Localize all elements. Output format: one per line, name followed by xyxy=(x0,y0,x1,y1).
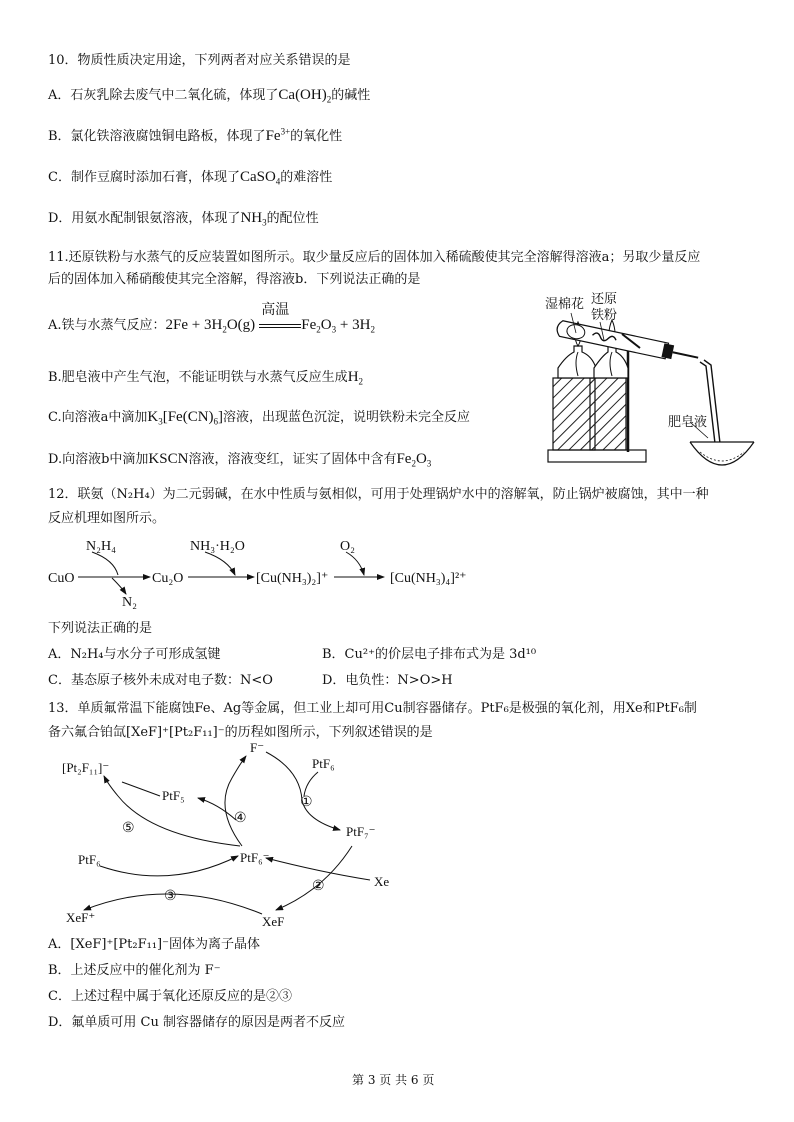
q12-option-a: A．N₂H₄与水分子可形成氢键 xyxy=(48,647,221,662)
q11-option-c: C.向溶液a中滴加$K_3[Fe(CN)_6]$溶液，出现蓝色沉淀，说明铁粉未完全反应 xyxy=(48,409,471,427)
cycle-ptf7: PtF₇⁻ xyxy=(346,824,376,839)
q13-option-b: B．上述反应中的催化剂为 F⁻ xyxy=(48,963,221,978)
cycle-f-minus: F⁻ xyxy=(250,740,265,755)
step-3: ③ xyxy=(164,889,177,904)
step-1: ① xyxy=(300,795,313,810)
q10-option-a: A．石灰乳除去废气中二氧化硫，体现了$Ca(OH)_2$的碱性 xyxy=(48,87,371,105)
q13-option-a: A．[XeF]⁺[Pt₂F₁₁]⁻固体为离子晶体 xyxy=(48,937,260,952)
cycle-xe: Xe xyxy=(374,874,390,889)
cycle-pt2f11: [Pt₂F₁₁]⁻ xyxy=(62,760,110,775)
label-soap: 肥皂液 xyxy=(668,414,708,429)
scheme-n2h4: N₂H₄ xyxy=(86,539,116,554)
cycle-ptf5: PtF₅ xyxy=(162,788,185,803)
q12-option-b: B．Cu²⁺的价层电子排布式为是 3d¹⁰ xyxy=(322,647,537,662)
scheme-cu2o: Cu₂O xyxy=(152,571,184,586)
q11-option-d: D.向溶液b中滴加KSCN溶液，溶液变红，证实了固体中含有$Fe_2O_3$ xyxy=(48,451,432,469)
page-footer: 第 3 页 共 6 页 xyxy=(352,1073,435,1087)
scheme-n2: N₂ xyxy=(122,595,137,610)
label-iron-1: 还原 xyxy=(591,291,618,306)
q10-option-d: D．用氨水配制银氨溶液，体现了$NH_3$的配位性 xyxy=(48,210,319,228)
q12-option-c: C．基态原子核外未成对电子数：N<O xyxy=(48,673,273,688)
q10-option-b: B．氯化铁溶液腐蚀铜电路板，体现了$Fe^{3+}$的氧化性 xyxy=(48,126,343,144)
scheme-cuo: CuO xyxy=(48,571,75,586)
reaction-condition: 高温 xyxy=(259,320,301,332)
q11-option-b: B.肥皂液中产生气泡，不能证明铁与水蒸气反应生成$H_2$ xyxy=(48,369,364,387)
scheme-cunh3-2: [Cu(NH₃)₂]⁺ xyxy=(256,571,329,586)
q11-option-a: A.铁与水蒸气反应：$2Fe + 3H_2O(g)$ 高温 $Fe_2O_3 + 3H_2$ xyxy=(48,302,375,335)
q13-stem-line1: 13．单质氟常温下能腐蚀Fe、Ag等金属，但工业上却可用Cu制容器储存。PtF₆是极强的氧化剂，用Xe和PtF₆制 xyxy=(48,701,697,716)
q11-stem-line1: 11.还原铁粉与水蒸气的反应装置如图所示。取少量反应后的固体加入稀硫酸使其完全溶解得溶液a；另取少量反应 xyxy=(48,250,701,265)
label-iron-2: 铁粉 xyxy=(591,307,618,322)
label-wet-cotton: 湿棉花 xyxy=(545,296,585,311)
q12-stem-line2: 反应机理如图所示。 xyxy=(48,511,166,526)
step-2: ② xyxy=(312,879,325,894)
cycle-ptf6-left: PtF₆ xyxy=(78,852,101,867)
q10-stem: 10．物质性质决定用途，下列两者对应关系错误的是 xyxy=(48,53,351,68)
scheme-cunh3-4: [Cu(NH₃)₄]²⁺ xyxy=(390,571,467,586)
step-4: ④ xyxy=(234,811,247,826)
scheme-nh3h2o: NH₃·H₂O xyxy=(190,539,245,554)
q12-ask: 下列说法正确的是 xyxy=(48,621,153,636)
cycle-xef-plus: XeF⁺ xyxy=(66,910,96,925)
step-5: ⑤ xyxy=(122,821,135,836)
cycle-xef: XeF xyxy=(262,914,285,929)
q13-stem-line2: 备六氟合铂氙[XeF]⁺[Pt₂F₁₁]⁻的历程如图所示，下列叙述错误的是 xyxy=(48,725,433,740)
cycle-ptf6-top: PtF₆ xyxy=(312,756,335,771)
scheme-o2: O₂ xyxy=(340,539,355,554)
q11-stem-line2: 后的固体加入稀硝酸使其完全溶解，得溶液b．下列说法正确的是 xyxy=(48,272,421,287)
q13-option-c: C．上述过程中属于氧化还原反应的是②③ xyxy=(48,989,292,1004)
cycle-ptf6-minus: PtF₆⁻ xyxy=(240,850,270,865)
q12-stem-line1: 12．联氨（N₂H₄）为二元弱碱，在水中性质与氨相似，可用于处理锅炉水中的溶解氧，防止锅炉被腐蚀，其中一种 xyxy=(48,487,709,502)
q13-option-d: D．氟单质可用 Cu 制容器储存的原因是两者不反应 xyxy=(48,1015,346,1030)
q10-option-c: C．制作豆腐时添加石膏，体现了CaSO$_4$的难溶性 xyxy=(48,169,333,187)
q12-option-d: D．电负性：N>O>H xyxy=(322,673,453,688)
